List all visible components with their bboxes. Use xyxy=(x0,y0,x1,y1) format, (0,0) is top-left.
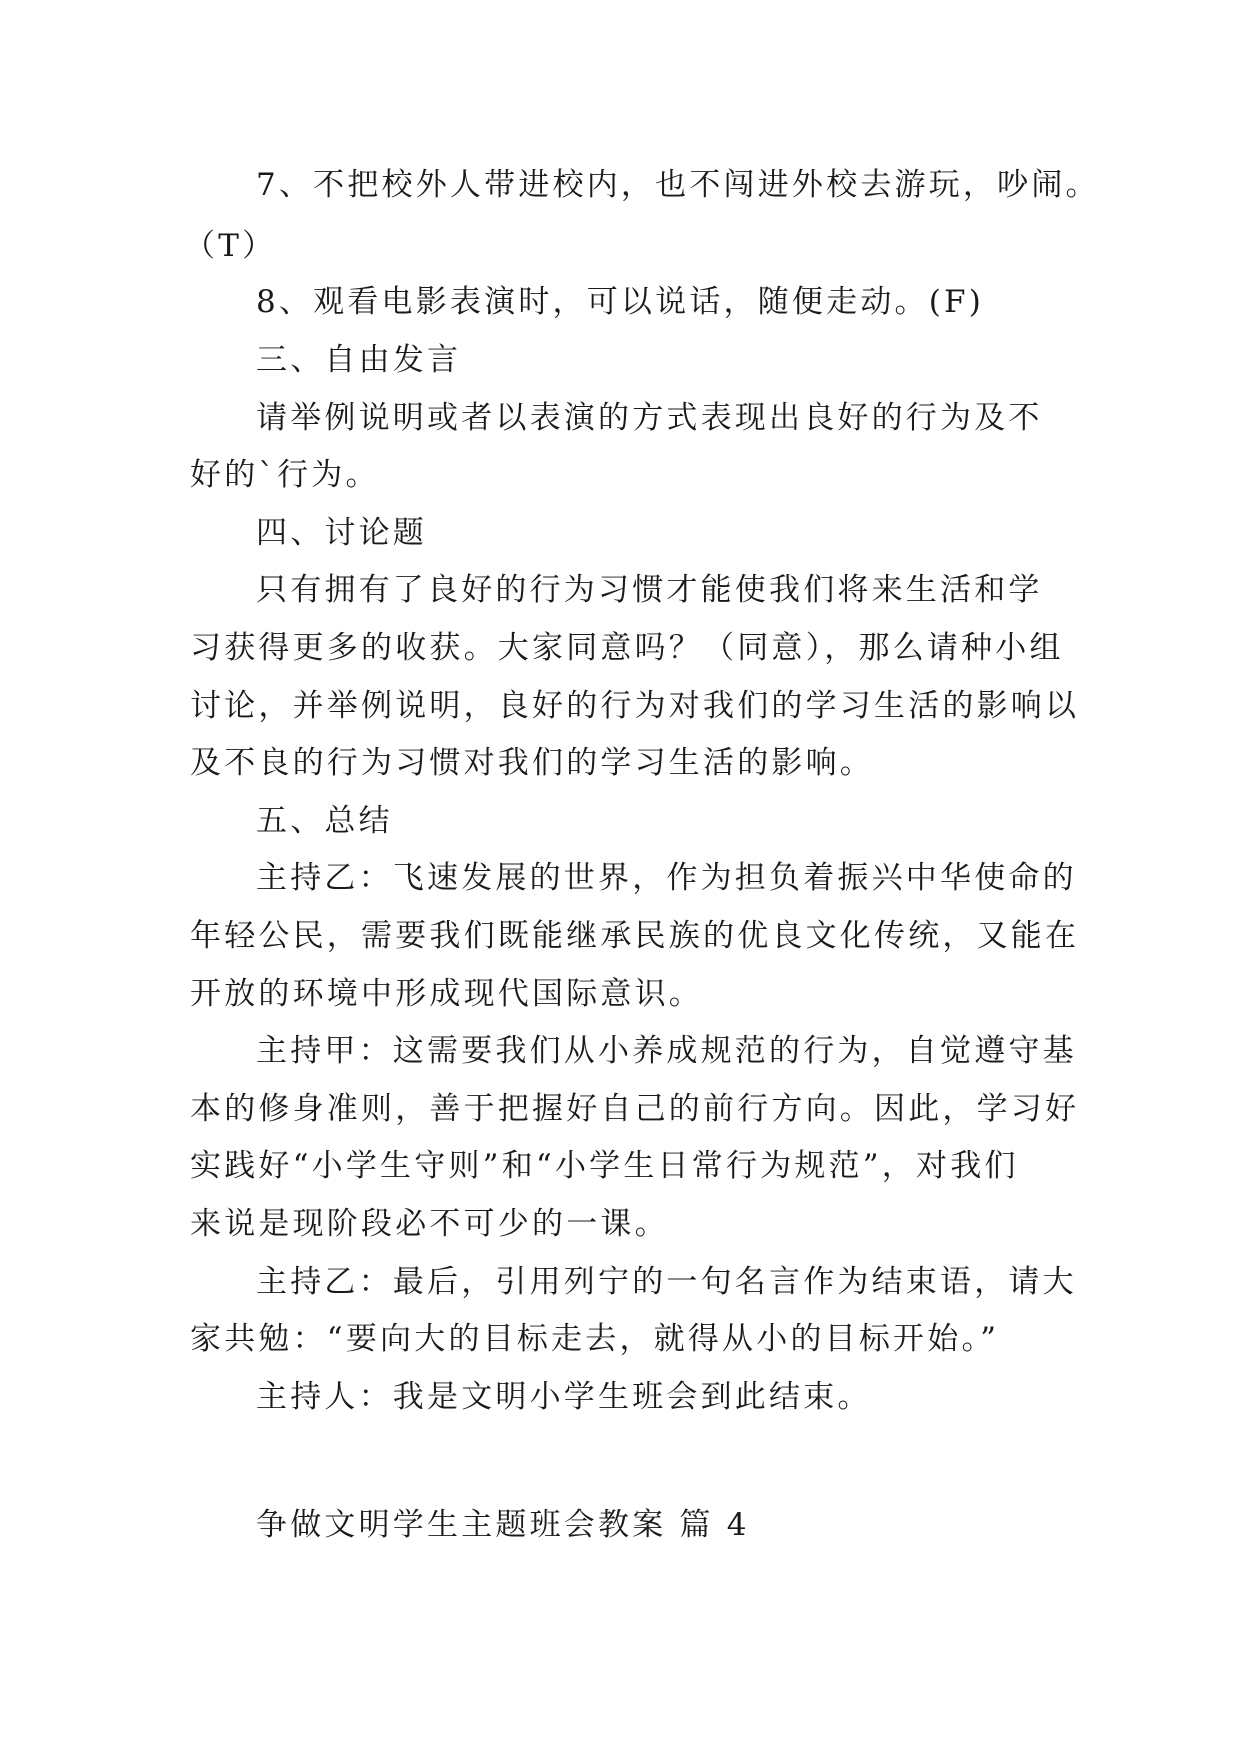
paragraph-line: 来说是现阶段必不可少的一课。 xyxy=(190,1206,669,1242)
paragraph-line: 本的修身准则，善于把握好自己的前行方向。因此，学习好 xyxy=(190,1091,1080,1127)
paragraph-line: 及不良的行为习惯对我们的学习生活的影响。 xyxy=(190,745,874,781)
paragraph-line: 主持乙：飞速发展的世界，作为担负着振兴中华使命的 xyxy=(256,860,1077,896)
paragraph-line: 习获得更多的收获。大家同意吗？（同意），那么请种小组 xyxy=(190,630,1064,666)
paragraph-line: 只有拥有了良好的行为习惯才能使我们将来生活和学 xyxy=(256,572,1043,608)
paragraph-line: 讨论，并举例说明，良好的行为对我们的学习生活的影响以 xyxy=(190,688,1080,724)
paragraph-line: 开放的环境中形成现代国际意识。 xyxy=(190,976,703,1012)
paragraph-line: 好的`行为。 xyxy=(190,457,380,493)
paragraph-line: 年轻公民，需要我们既能继承民族的优良文化传统，又能在 xyxy=(190,918,1080,954)
paragraph-line: （T） xyxy=(184,228,277,264)
section-heading: 五、总结 xyxy=(256,803,393,839)
section-heading: 三、自由发言 xyxy=(256,342,462,378)
paragraph-line: 7、不把校外人带进校内，也不闯进外校去游玩，吵闹。 xyxy=(256,167,1100,203)
paragraph-line: 主持乙：最后，引用列宁的一句名言作为结束语，请大 xyxy=(256,1264,1077,1300)
paragraph-line: 请举例说明或者以表演的方式表现出良好的行为及不 xyxy=(256,400,1043,436)
paragraph-line: 主持甲：这需要我们从小养成规范的行为，自觉遵守基 xyxy=(256,1033,1077,1069)
section-heading: 四、讨论题 xyxy=(256,515,427,551)
paragraph-line: 实践好“小学生守则”和“小学生日常行为规范”，对我们 xyxy=(190,1148,1019,1184)
paragraph-line: 8、观看电影表演时，可以说话，随便走动。(F) xyxy=(256,284,985,320)
article-title: 争做文明学生主题班会教案 篇 4 xyxy=(256,1507,750,1543)
paragraph-line: 主持人：我是文明小学生班会到此结束。 xyxy=(256,1379,872,1415)
paragraph-line: 家共勉：“要向大的目标走去，就得从小的目标开始。” xyxy=(190,1321,1000,1357)
